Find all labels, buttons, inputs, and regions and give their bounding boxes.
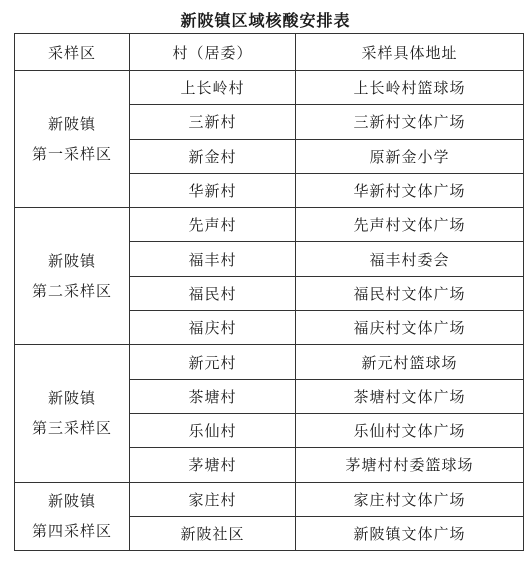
zone-cell: [15, 482, 130, 551]
village-cell: 上长岭村: [130, 71, 296, 105]
page-title: 新陂镇区域核酸安排表: [180, 11, 351, 30]
village-cell: 福民村: [130, 276, 296, 310]
village-cell: 乐仙村: [130, 413, 296, 447]
schedule-table: [14, 33, 524, 551]
village-cell: 新陂社区: [130, 516, 296, 550]
address-cell: 乐仙村文体广场: [296, 413, 524, 447]
address-cell: 先声村文体广场: [296, 208, 524, 242]
zone-name: 第一采样区: [31, 145, 112, 164]
zone-cell: [15, 345, 130, 482]
table-row: [15, 71, 524, 105]
zone-town: 新陂镇: [47, 492, 96, 511]
zone-cell: [15, 71, 130, 208]
address-cell: 华新村文体广场: [296, 173, 524, 207]
address-cell: 三新村文体广场: [296, 105, 524, 139]
header-zone: 采样区: [15, 34, 130, 71]
address-cell: 新元村篮球场: [296, 345, 524, 379]
table-row: [15, 345, 524, 379]
address-cell: 福民村文体广场: [296, 276, 524, 310]
zone-cell: [15, 208, 130, 345]
zone-town: 新陂镇: [47, 115, 96, 134]
village-cell: 茶塘村: [130, 379, 296, 413]
address-cell: 福丰村委会: [296, 242, 524, 276]
address-cell: 原新金小学: [296, 139, 524, 173]
village-cell: 新金村: [130, 139, 296, 173]
table-row: [15, 208, 524, 242]
village-cell: 华新村: [130, 173, 296, 207]
zone-name: 第二采样区: [31, 282, 112, 301]
zone-name: 第三采样区: [31, 419, 112, 438]
header-village: 村（居委）: [130, 34, 296, 71]
village-cell: 家庄村: [130, 482, 296, 516]
table-row: [15, 482, 524, 516]
zone-town: 新陂镇: [47, 252, 96, 271]
village-cell: 福丰村: [130, 242, 296, 276]
village-cell: 福庆村: [130, 311, 296, 345]
table-header-row: [15, 34, 524, 71]
address-cell: 福庆村文体广场: [296, 311, 524, 345]
address-cell: 新陂镇文体广场: [296, 516, 524, 550]
village-cell: 三新村: [130, 105, 296, 139]
zone-town: 新陂镇: [47, 389, 96, 408]
village-cell: 茅塘村: [130, 448, 296, 482]
address-cell: 茶塘村文体广场: [296, 379, 524, 413]
address-cell: 家庄村文体广场: [296, 482, 524, 516]
header-address: 采样具体地址: [296, 34, 524, 71]
address-cell: 上长岭村篮球场: [296, 71, 524, 105]
village-cell: 新元村: [130, 345, 296, 379]
address-cell: 茅塘村村委篮球场: [296, 448, 524, 482]
village-cell: 先声村: [130, 208, 296, 242]
zone-name: 第四采样区: [31, 522, 112, 541]
